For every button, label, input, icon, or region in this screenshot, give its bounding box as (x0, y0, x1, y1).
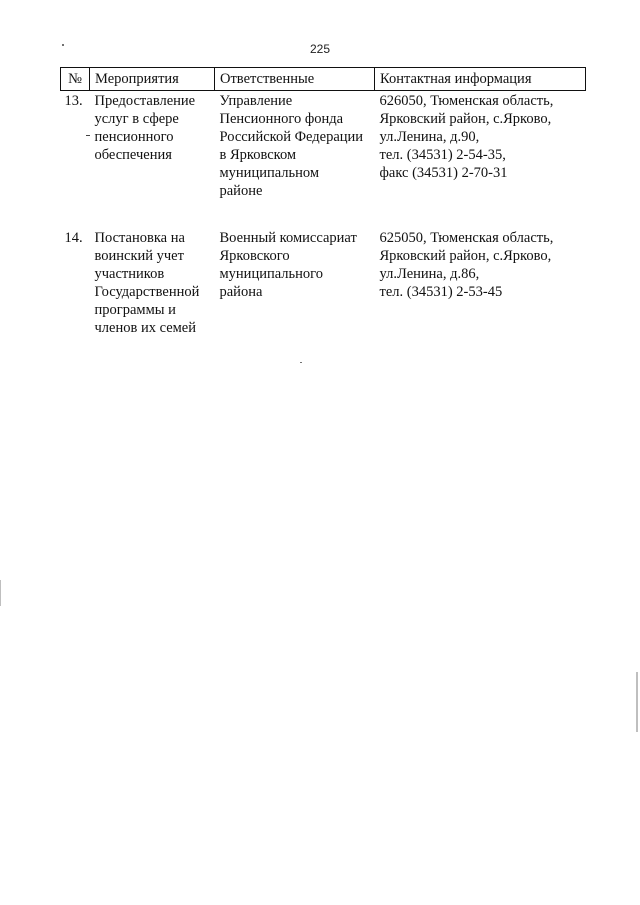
event-cell: Предоставление услуг в сфере пенсионного обеспечения (94, 93, 196, 163)
table-row (61, 228, 586, 337)
responsible-cell: Военный комиссариат Ярковского муниципального района (219, 230, 357, 300)
page-number: 225 (309, 42, 331, 56)
column-header-responsible: Ответственные (215, 68, 375, 91)
scan-speck (62, 44, 64, 46)
column-header-contact: Контактная информация (375, 68, 586, 91)
scan-speck (300, 362, 302, 363)
column-header-number: № (61, 68, 90, 91)
table-header-row (61, 68, 586, 91)
row-number: 14. (64, 230, 83, 246)
contact-cell: 626050, Тюменская область, Ярковский район, с.Ярково, ул.Ленина, д.90, тел. (34531) 2-54-35, факс (34531) 2-70-31 (379, 93, 554, 181)
column-header-events: Мероприятия (90, 68, 215, 91)
contact-table (60, 67, 586, 337)
table-row (61, 91, 586, 229)
responsible-cell: Управление Пенсионного фонда Российской Федерации в Ярковском муниципальном районе (219, 93, 364, 199)
scan-edge-mark (0, 580, 1, 606)
row-number: 13. (64, 93, 83, 109)
contact-cell: 625050, Тюменская область, Ярковский район, с.Ярково, ул.Ленина, д.86, тел. (34531) 2-53-45 (379, 230, 554, 300)
event-cell: Постановка на воинский учет участников Государственной программы и членов их семей (94, 230, 200, 336)
scan-edge-mark (636, 672, 638, 732)
